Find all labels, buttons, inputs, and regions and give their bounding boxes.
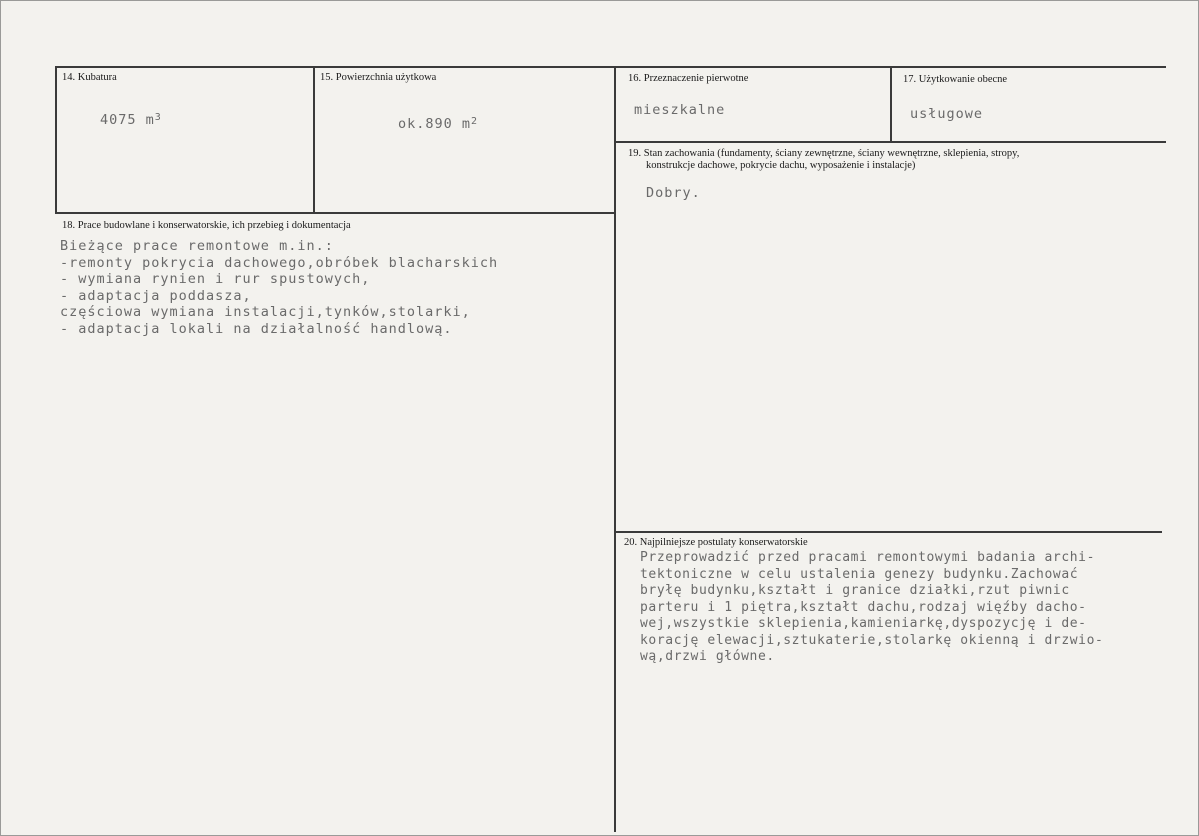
prace-line: - wymiana rynien i rur spustowych, <box>60 271 371 287</box>
powierzchnia-exponent: 2 <box>471 116 479 127</box>
grid-line-under-16-17 <box>614 141 1166 143</box>
prace-line: - adaptacja poddasza, <box>60 287 252 304</box>
kubatura-exponent: 3 <box>154 112 162 123</box>
field-18-label: 18. Prace budowlane i konserwatorskie, ich przebieg i dokumentacja <box>62 220 351 231</box>
field-20-text <box>640 550 1103 666</box>
field-19-value: Dobry. <box>646 185 701 201</box>
kubatura-value: 4075 m <box>100 112 155 128</box>
prace-line: -remonty pokrycia dachowego,obróbek blacharskich <box>60 254 499 271</box>
grid-line-16-17 <box>890 66 892 142</box>
grid-line-left <box>55 66 57 214</box>
grid-line-above-20 <box>614 531 1162 533</box>
prace-line: częściowa wymiana instalacji,tynków,stolarki, <box>60 304 471 320</box>
grid-line-14-15 <box>313 66 315 214</box>
postulaty-line: korację elewacji,sztukaterie,stolarkę okienną i drzwio- <box>640 632 1104 648</box>
grid-line-under-14-15 <box>55 212 616 214</box>
prace-line: Bieżące prace remontowe m.in.: <box>60 238 334 254</box>
field-20-label: 20. Najpilniejsze postulaty konserwatorskie <box>624 537 808 548</box>
field-16-value: mieszkalne <box>634 102 726 118</box>
postulaty-line: bryłę budynku,kształt i granice działki,rzut piwnic <box>640 583 1070 598</box>
field-17-value: usługowe <box>910 106 984 122</box>
field-18-text <box>60 238 498 337</box>
postulaty-line: wej,wszystkie sklepienia,kamieniarkę,dyspozycję i de- <box>640 616 1087 631</box>
field-16-label: 16. Przeznaczenie pierwotne <box>628 73 749 84</box>
postulaty-line: parteru i 1 piętra,kształt dachu,rodzaj więźby dacho- <box>640 599 1087 615</box>
field-15-label: 15. Powierzchnia użytkowa <box>320 72 437 83</box>
grid-line-center <box>614 66 616 832</box>
field-14-label: 14. Kubatura <box>62 72 117 83</box>
field-14-value <box>100 112 162 129</box>
field-19-label-line2: konstrukcje dachowe, pokrycie dachu, wyposażenie i instalacje) <box>646 160 916 171</box>
field-17-label: 17. Użytkowanie obecne <box>903 74 1008 85</box>
postulaty-line: tektoniczne w celu ustalenia genezy budynku.Zachować <box>640 566 1079 582</box>
field-19-label-line1: 19. Stan zachowania (fundamenty, ściany zewnętrzne, ściany wewnętrzne, sklepienia, stropy, <box>628 148 1020 159</box>
postulaty-line: Przeprowadzić przed pracami remontowymi badania archi- <box>640 550 1096 565</box>
powierzchnia-value: ok.890 m <box>398 116 472 132</box>
prace-line: - adaptacja lokali na działalność handlową. <box>60 320 453 337</box>
field-15-value <box>398 116 478 133</box>
postulaty-line: wą,drzwi główne. <box>640 649 775 664</box>
grid-line-top <box>55 66 1166 68</box>
